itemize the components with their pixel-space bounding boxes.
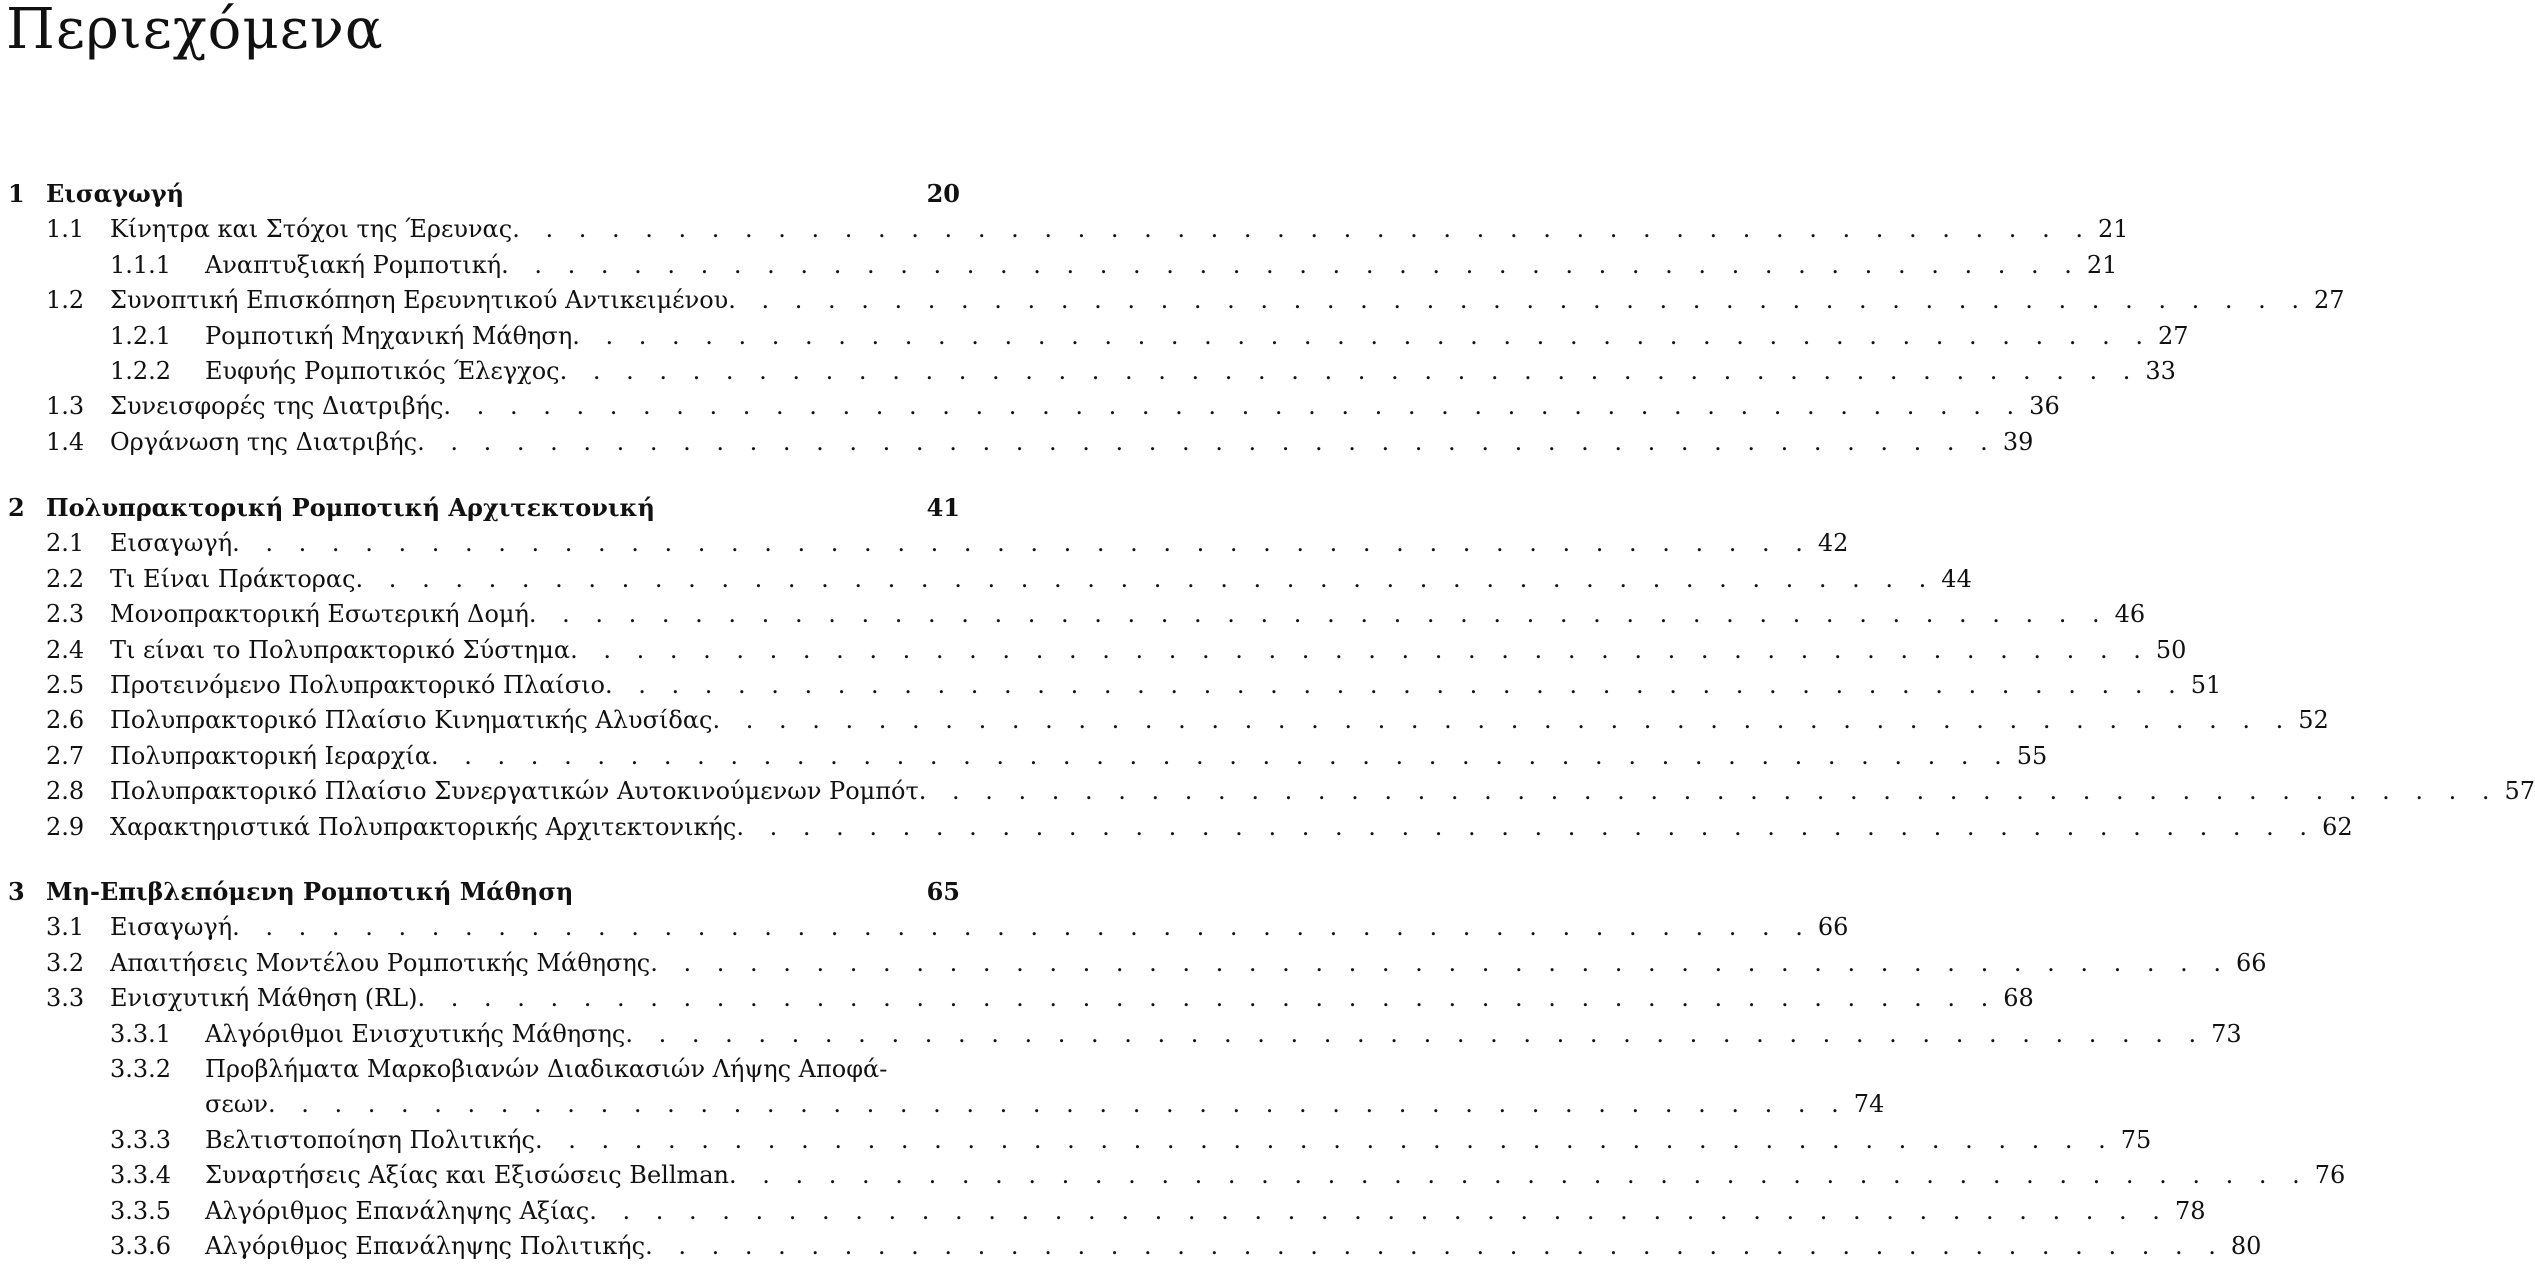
- dot-leader: . . . . . . . . . . . . . . . . . . . . . . . . . . . . . . . . . . . . . . . . . . . . . . . .: [918, 777, 2499, 806]
- entry-title[interactable]: σεων: [205, 1090, 268, 1119]
- subsection-entry[interactable]: [0, 1122, 2152, 1158]
- entry-title[interactable]: Εισαγωγή: [110, 529, 233, 558]
- entry-number[interactable]: 1.1: [46, 215, 85, 244]
- entry-number[interactable]: 1.2: [46, 286, 85, 315]
- subsection-entry[interactable]: [0, 318, 2189, 354]
- dot-leader: . . . . . . . . . . . . . . . . . . . . . . . . . . . . . . . . . . . . . . . . . . . . . . . .: [417, 427, 1997, 456]
- entry-title[interactable]: Μονοπρακτορική Εσωτερική Δομή: [110, 600, 529, 629]
- entry-number[interactable]: 2.8: [46, 777, 85, 806]
- section-entry[interactable]: [0, 282, 2345, 318]
- entry-page-number[interactable]: 46: [2114, 600, 2146, 629]
- chapter-entry[interactable]: [0, 176, 960, 212]
- entry-title[interactable]: Ευφυής Ρομποτικός Έλεγχος: [205, 357, 560, 385]
- entry-title[interactable]: Προτεινόμενο Πολυπρακτορικό Πλαίσιο: [110, 671, 605, 699]
- entry-title[interactable]: Συνοπτική Επισκόπηση Ερευνητικού Αντικειμένου: [110, 286, 729, 315]
- page-title: Περιεχόμενα: [6, 0, 384, 62]
- entry-number[interactable]: 1.2.1: [110, 321, 172, 350]
- entry-title[interactable]: Βελτιστοποίηση Πολιτικής: [205, 1125, 535, 1154]
- entry-page-number[interactable]: 42: [1817, 529, 1849, 558]
- entry-number[interactable]: 2.6: [46, 706, 85, 735]
- dot-leader: . . . . . . . . . . . . . . . . . . . . . . . . . . . . . . . . . . . . . . . . . . . . . . . .: [528, 600, 2109, 629]
- entry-title[interactable]: Ενισχυτική Μάθηση (RL): [110, 984, 418, 1013]
- dot-leader: . . . . . . . . . . . . . . . . . . . . . . . . . . . . . . . . . . . . . . . . . . . . . . . .: [232, 913, 1812, 942]
- entry-page-number[interactable]: 55: [2016, 741, 2048, 770]
- entry-page-number[interactable]: 80: [2230, 1232, 2262, 1260]
- section-entry[interactable]: [0, 525, 1849, 561]
- entry-number[interactable]: 2: [8, 493, 25, 522]
- dot-leader: . . . . . . . . . . . . . . . . . . . . . . . . . . . . . . . . . . . . . . . . . . . . . . . .: [232, 529, 1812, 558]
- dot-leader: . . . . . . . . . . . . . . . . . . . . . . . . . . . . . . . . . . . . . . . . . . . . . . . .: [267, 1090, 1848, 1119]
- entry-title[interactable]: Αναπτυξιακή Ρομποτική: [205, 250, 502, 279]
- dot-leader: [887, 1051, 960, 1087]
- dot-leader: . . . . . . . . . . . . . . . . . . . . . . . . . . . . . . . . . . . . . . . . . . . . . . . .: [417, 984, 1998, 1013]
- section-entry-continued[interactable]: [0, 1086, 1885, 1122]
- entry-title[interactable]: Προβλήματα Μαρκοβιανών Διαδικασιών Λήψης Αποφά-: [205, 1055, 888, 1083]
- section-entry[interactable]: [0, 1051, 960, 1087]
- dot-leader: . . . . . . . . . . . . . . . . . . . . . . . . . . . . . . . . . . . . . . . . . . . . . . . .: [572, 321, 2152, 350]
- entry-page-number[interactable]: 73: [2211, 1019, 2242, 1048]
- entry-number[interactable]: 3.3.5: [110, 1196, 172, 1225]
- section-entry[interactable]: [0, 980, 2034, 1016]
- section-entry[interactable]: [0, 561, 1972, 597]
- entry-title[interactable]: Αλγόριθμος Επανάληψης Αξίας: [205, 1196, 590, 1225]
- entry-title[interactable]: Αλγόριθμοι Ενισχυτικής Μάθησης: [205, 1019, 626, 1048]
- entry-title[interactable]: Συνεισφορές της Διατριβής: [110, 392, 444, 421]
- entry-number[interactable]: 3.3: [46, 984, 85, 1013]
- section-entry[interactable]: [0, 211, 2129, 247]
- entry-page-number[interactable]: 21: [2097, 215, 2129, 244]
- entry-page-number[interactable]: 39: [2002, 427, 2034, 456]
- subsection-entry[interactable]: [0, 247, 2118, 283]
- dot-leader: . . . . . . . . . . . . . . . . . . . . . . . . . . . . . . . . . . . . . . . . . . . . . . . .: [736, 812, 2317, 841]
- entry-number[interactable]: 3.1: [46, 913, 85, 942]
- section-entry[interactable]: [0, 809, 2353, 845]
- entry-page-number[interactable]: 21: [2086, 250, 2118, 279]
- subsection-entry[interactable]: [0, 1157, 2346, 1193]
- dot-leader: . . . . . . . . . . . . . . . . . . . . . . . . . . . . . . . . . . . . . . . . . . . . . . . .: [604, 671, 2185, 699]
- section-entry[interactable]: [0, 773, 2535, 809]
- entry-number[interactable]: 2.7: [46, 741, 85, 770]
- entry-title[interactable]: Πολυπρακτορικό Πλαίσιο Κινηματικής Αλυσίδας: [110, 706, 713, 735]
- entry-number[interactable]: 2.4: [46, 635, 85, 664]
- entry-page-number[interactable]: 50: [2155, 635, 2187, 664]
- entry-page-number[interactable]: 41: [926, 493, 960, 522]
- section-entry[interactable]: [0, 424, 2034, 460]
- entry-number[interactable]: 3.2: [46, 948, 85, 977]
- entry-page-number[interactable]: 27: [2157, 321, 2189, 350]
- entry-page-number[interactable]: 52: [2298, 706, 2329, 735]
- entry-title[interactable]: Τι Είναι Πράκτορας: [110, 564, 356, 593]
- entry-title[interactable]: Οργάνωση της Διατριβής: [110, 427, 418, 456]
- dot-leader: . . . . . . . . . . . . . . . . . . . . . . . . . . . . . . . . . . . . . . . . . . . . . . . .: [589, 1196, 2169, 1225]
- entry-number[interactable]: 2.9: [46, 812, 85, 841]
- entry-title[interactable]: Απαιτήσεις Μοντέλου Ρομποτικής Μάθησης: [110, 948, 651, 977]
- entry-title[interactable]: Εισαγωγή: [46, 179, 185, 208]
- subsection-entry[interactable]: [0, 1193, 2206, 1229]
- entry-page-number[interactable]: 76: [2314, 1161, 2346, 1190]
- entry-title[interactable]: Αλγόριθμος Επανάληψης Πολιτικής: [205, 1232, 646, 1260]
- dot-leader: . . . . . . . . . . . . . . . . . . . . . . . . . . . . . . . . . . . . . . . . . . . . . . . .: [625, 1019, 2206, 1048]
- section-entry[interactable]: [0, 945, 2267, 981]
- entry-page-number[interactable]: 68: [2003, 984, 2034, 1013]
- dot-leader: . . . . . . . . . . . . . . . . . . . . . . . . . . . . . . . . . . . . . . . . . . . . . . . .: [650, 948, 2230, 977]
- dot-leader: . . . . . . . . . . . . . . . . . . . . . . . . . . . . . . . . . . . . . . . . . . . . . . . .: [355, 564, 1936, 593]
- entry-title[interactable]: Κίνητρα και Στόχοι της Έρευνας: [110, 215, 513, 244]
- entry-number[interactable]: 3.3.6: [110, 1232, 172, 1260]
- entry-page-number[interactable]: 75: [2120, 1125, 2152, 1154]
- entry-title[interactable]: Ρομποτική Μηχανική Μάθηση: [205, 321, 573, 350]
- dot-leader: . . . . . . . . . . . . . . . . . . . . . . . . . . . . . . . . . . . . . . . . . . . . . . . .: [712, 706, 2293, 735]
- entry-page-number[interactable]: 66: [1817, 913, 1849, 942]
- entry-page-number[interactable]: 36: [2029, 392, 2060, 421]
- entry-page-number[interactable]: 20: [926, 179, 960, 208]
- entry-title[interactable]: Τι είναι το Πολυπρακτορικό Σύστημα: [110, 635, 571, 664]
- entry-number[interactable]: 3: [8, 877, 25, 906]
- dot-leader: . . . . . . . . . . . . . . . . . . . . . . . . . . . . . . . . . . . . . . . . . . . . . . . .: [535, 1125, 2115, 1154]
- dot-leader: . . . . . . . . . . . . . . . . . . . . . . . . . . . . . . . . . . . . . . . . . . . . . . . .: [501, 250, 2081, 279]
- entry-number[interactable]: 2.3: [46, 600, 85, 629]
- entry-number[interactable]: 1.2.2: [110, 357, 172, 385]
- entry-number[interactable]: 3.3.1: [110, 1019, 172, 1048]
- dot-leader: . . . . . . . . . . . . . . . . . . . . . . . . . . . . . . . . . . . . . . . . . . . . . . . .: [559, 357, 2140, 385]
- entry-page-number[interactable]: 51: [2190, 671, 2222, 699]
- entry-title[interactable]: Εισαγωγή: [110, 913, 233, 942]
- entry-number[interactable]: 2.5: [46, 671, 85, 699]
- section-entry[interactable]: [0, 596, 2146, 632]
- entry-number[interactable]: 2.1: [46, 529, 85, 558]
- dot-leader: . . . . . . . . . . . . . . . . . . . . . . . . . . . . . . . . . . . . . . . . . . . . . . . .: [431, 741, 2011, 770]
- entry-number[interactable]: 2.2: [46, 564, 85, 593]
- entry-page-number[interactable]: 74: [1853, 1090, 1885, 1119]
- subsection-entry[interactable]: [0, 1016, 2242, 1052]
- entry-number[interactable]: 3.3.3: [110, 1125, 172, 1154]
- subsection-entry[interactable]: [0, 353, 2176, 389]
- entry-title[interactable]: Χαρακτηριστικά Πολυπρακτορικής Αρχιτεκτονικής: [110, 812, 737, 841]
- entry-page-number[interactable]: 62: [2322, 812, 2353, 841]
- entry-number[interactable]: 3.3.2: [110, 1055, 172, 1083]
- section-entry[interactable]: [0, 667, 2222, 703]
- entry-page-number[interactable]: 27: [2313, 286, 2345, 315]
- entry-title[interactable]: Πολυπρακτορική Ιεραρχία: [110, 741, 432, 770]
- dot-leader: . . . . . . . . . . . . . . . . . . . . . . . . . . . . . . . . . . . . . . . . . . . . . . . .: [728, 286, 2308, 315]
- section-entry[interactable]: [0, 702, 2329, 738]
- entry-number[interactable]: 1.1.1: [110, 250, 172, 279]
- entry-page-number[interactable]: 57: [2504, 777, 2535, 806]
- section-entry[interactable]: [0, 909, 1849, 945]
- entry-number[interactable]: 1: [8, 179, 25, 208]
- subsection-entry[interactable]: [0, 1228, 2262, 1264]
- entry-page-number[interactable]: 33: [2145, 357, 2176, 385]
- chapter-entry[interactable]: [0, 490, 960, 526]
- entry-page-number[interactable]: 66: [2236, 948, 2267, 977]
- dot-leader: . . . . . . . . . . . . . . . . . . . . . . . . . . . . . . . . . . . . . . . . . . . . . . . .: [512, 215, 2092, 244]
- entry-page-number[interactable]: 78: [2174, 1196, 2206, 1225]
- dot-leader: . . . . . . . . . . . . . . . . . . . . . . . . . . . . . . . . . . . . . . . . . . . . . . . .: [570, 635, 2150, 664]
- chapter-entry[interactable]: [0, 874, 960, 910]
- entry-number[interactable]: 3.3.4: [110, 1161, 172, 1190]
- dot-leader: . . . . . . . . . . . . . . . . . . . . . . . . . . . . . . . . . . . . . . . . . . . . . . . .: [443, 392, 2024, 421]
- entry-title[interactable]: Μη-Επιβλεπόμενη Ρομποτική Μάθηση: [46, 877, 574, 906]
- entry-page-number[interactable]: 44: [1941, 564, 1972, 593]
- entry-title[interactable]: Πολυπρακτορικό Πλαίσιο Συνεργατικών Αυτοκινούμενων Ρομπότ: [110, 777, 919, 806]
- section-entry[interactable]: [0, 738, 2048, 774]
- section-entry[interactable]: [0, 388, 2060, 424]
- dot-leader: . . . . . . . . . . . . . . . . . . . . . . . . . . . . . . . . . . . . . . . . . . . . . . . .: [729, 1161, 2309, 1190]
- entry-number[interactable]: 1.3: [46, 392, 85, 421]
- entry-page-number[interactable]: 65: [926, 877, 960, 906]
- section-entry[interactable]: [0, 632, 2187, 668]
- entry-title[interactable]: Συναρτήσεις Αξίας και Εξισώσεις Bellman: [205, 1161, 730, 1190]
- entry-number[interactable]: 1.4: [46, 427, 85, 456]
- dot-leader: . . . . . . . . . . . . . . . . . . . . . . . . . . . . . . . . . . . . . . . . . . . . . . . .: [645, 1232, 2225, 1260]
- entry-title[interactable]: Πολυπρακτορική Ρομποτική Αρχιτεκτονική: [46, 493, 655, 522]
